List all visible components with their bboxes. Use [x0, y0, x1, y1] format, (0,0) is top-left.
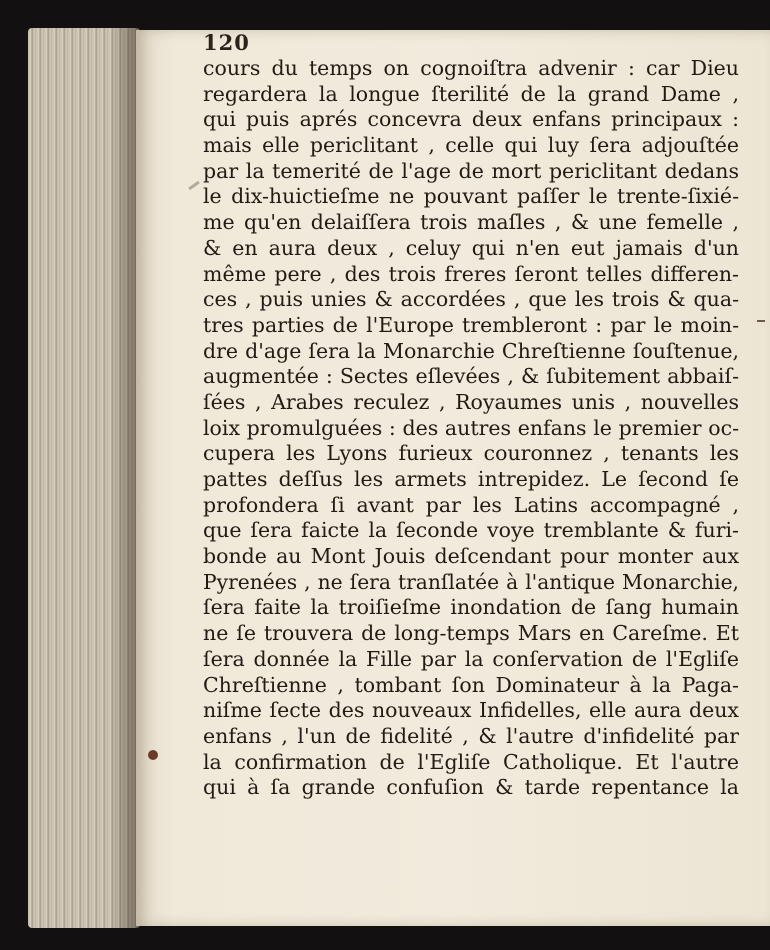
text-line: ces , puis unies & accordées , que les trois & qua-: [203, 287, 739, 312]
text-line: ſées , Arabes reculez , Royaumes unis , nouvelles: [203, 389, 739, 414]
text-line: Pyrenées , ne ſera tranſlatée à l'antique Monarchie,: [203, 569, 739, 594]
text-line: bonde au Mont Jouis deſcendant pour monter aux: [203, 544, 739, 569]
text-line: la confirmation de l'Egliſe Catholique. Et l'autre: [203, 749, 739, 774]
body-text: [203, 56, 739, 801]
text-line: le dix-huictieſme ne pouvant paſſer le trente-ſixié-: [203, 184, 739, 209]
page-number: 120: [203, 30, 250, 55]
text-line: qui puis aprés concevra deux enfans principaux :: [203, 107, 739, 132]
text-line: cours du temps on cognoiſtra advenir : car Dieu: [203, 56, 739, 80]
text-line: loix promulguées : des autres enfans le premier oc-: [203, 415, 739, 440]
text-line: augmentée : Sectes eſlevées , & ſubitement abbaiſ-: [203, 364, 739, 389]
text-line: ſera donnée la Fille par la conſervation de l'Egliſe: [203, 646, 739, 671]
text-line: tres parties de l'Europe trembleront : par le moin-: [203, 312, 739, 337]
text-line: pattes deſſus les armets intrepidez. Le ſecond ſe: [203, 467, 739, 491]
text-line: Chreſtienne , tombant ſon Dominateur à la Paga-: [203, 672, 739, 697]
margin-mark: [757, 320, 765, 322]
text-line: ſera faite la troiſieſme inondation de ſang humain: [203, 595, 739, 620]
ink-stain: [148, 750, 158, 760]
text-line: me qu'en delaiſſera trois maſles , & une femelle ,: [203, 210, 739, 235]
text-line: dre d'age ſera la Monarchie Chreſtienne ſouſtenue,: [203, 338, 739, 363]
text-line: par la temerité de l'age de mort periclitant dedans: [203, 158, 739, 183]
text-line: cupera les Lyons furieux couronnez , tenants les: [203, 441, 739, 466]
text-line: mais elle periclitant , celle qui luy ſera adjouſtée: [203, 133, 739, 158]
text-line: même pere , des trois freres ſeront telles differen-: [203, 261, 739, 286]
text-line: que ſera faicte la ſeconde voye tremblante & furi-: [203, 518, 739, 543]
text-line: enfans , l'un de fidelité , & l'autre d'infidelité par: [203, 723, 739, 748]
text-line: qui à ſa grande confuſion & tarde repentance la: [203, 775, 739, 800]
text-line: regardera la longue ſterilité de la grand Dame ,: [203, 81, 739, 106]
text-line: ne ſe trouvera de long-temps Mars en Careſme. Et: [203, 621, 739, 646]
text-line: profondera ſi avant par les Latins accompagné ,: [203, 492, 739, 517]
text-line: niſme ſecte des nouveaux Infidelles, elle aura deux: [203, 698, 739, 723]
text-line: & en aura deux , celuy qui n'en eut jamais d'un: [203, 235, 739, 260]
